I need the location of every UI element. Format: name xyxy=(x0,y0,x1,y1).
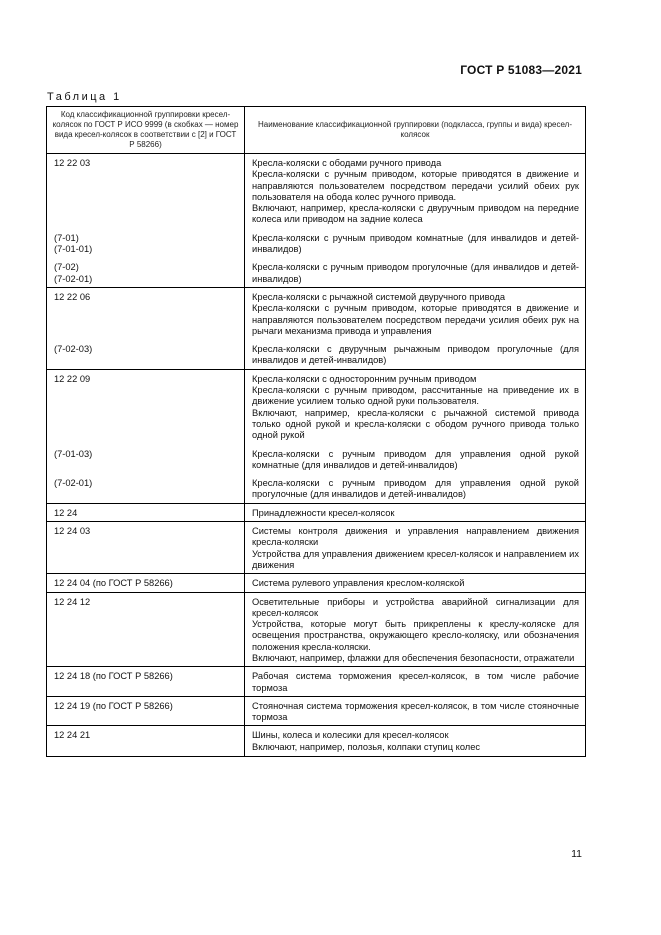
row-description xyxy=(245,339,586,369)
row-description-paragraph: Включают, например, кресла-коляски с рычажной системой привода только одной рукой и кресла-коляски с ободом ручного привода только одной рукой xyxy=(252,407,579,441)
table-body xyxy=(47,154,586,757)
row-code xyxy=(47,726,245,757)
row-code-line: 12 24 xyxy=(54,507,78,518)
row-description xyxy=(245,667,586,697)
row-code-line: 12 24 12 xyxy=(54,596,91,607)
table-row xyxy=(47,574,586,592)
row-description-paragraph: Кресла-коляски с ободами ручного привода xyxy=(252,158,442,168)
row-code xyxy=(47,473,245,503)
table-row xyxy=(47,369,586,443)
table-row xyxy=(47,726,586,757)
row-code-line: (7-02) xyxy=(54,262,79,273)
row-code xyxy=(47,696,245,726)
row-description-paragraph: Кресла-коляски с ручным приводом, которые приводятся в движение и направляются пользователем посредством передачи усилия обеих рук на рычаги механизма привода и управления xyxy=(252,303,579,336)
row-description-paragraph: Стояночная система торможения кресел-колясок, в том числе стояночные тормоза xyxy=(252,700,579,723)
row-description xyxy=(245,696,586,726)
row-code xyxy=(47,503,245,521)
row-code-line: 12 22 03 xyxy=(54,158,91,168)
page-number: 11 xyxy=(571,848,582,860)
row-code xyxy=(47,154,245,228)
row-description-paragraph: Кресла-коляски с ручным приводом, которые приводятся в движение и направляются пользователем посредством передачи усилий обеих рук пользователя на обода колес ручного привода. xyxy=(252,169,579,202)
row-description-paragraph: Включают, например, кресла-коляски с двуручным приводом на передние колеса или приводом на задние колеса xyxy=(252,203,579,225)
table-row xyxy=(47,473,586,503)
row-code-line: (7-01-01) xyxy=(54,244,93,255)
row-description-paragraph: Шины, колеса и колесики для кресел-колясок xyxy=(252,730,449,741)
row-description xyxy=(245,592,586,667)
table-caption: Таблица 1 xyxy=(47,91,122,103)
row-description-paragraph: Рабочая система торможения кресел-колясок, в том числе рабочие тормоза xyxy=(252,671,579,693)
row-description-paragraph: Осветительные приборы и устройства аварийной сигнализации для кресел-колясок xyxy=(252,596,579,618)
row-description-paragraph: Кресла-коляски с ручным приводом прогулочные (для инвалидов и детей-инвалидов) xyxy=(252,262,579,284)
row-description xyxy=(245,444,586,474)
column-header-name: Наименование классификационной группировки (подкласса, группы и вида) кресел-колясок xyxy=(245,107,586,154)
row-description-paragraph: Кресла-коляски с ручным приводом комнатные (для инвалидов и детей-инвалидов) xyxy=(252,232,579,255)
row-description xyxy=(245,503,586,521)
row-code-line: 12 22 06 xyxy=(54,291,91,302)
row-description-paragraph: Устройства, которые могут быть прикреплены к креслу-коляске для освещения пространства, окружающего кресло-коляску, или обозначения положения кресла-коляски. xyxy=(252,619,579,652)
row-description-paragraph: Кресла-коляски с ручным приводом для управления одной рукой комнатные (для инвалидов и детей-инвалидов) xyxy=(252,448,579,470)
row-description xyxy=(245,257,586,287)
row-code xyxy=(47,574,245,592)
row-code-line: (7-01-03) xyxy=(54,448,93,459)
row-description-paragraph: Включают, например, флажки для обеспечения безопасности, отражатели xyxy=(252,652,575,663)
row-code-line: 12 24 21 xyxy=(54,730,91,741)
table-row xyxy=(47,444,586,474)
row-description-paragraph: Система рулевого управления креслом-коляской xyxy=(252,578,465,589)
row-description xyxy=(245,473,586,503)
row-description-paragraph: Кресла-коляски с рычажной системой двуручного привода xyxy=(252,291,506,302)
row-description-paragraph: Системы контроля движения и управления направлением движения кресла-коляски xyxy=(252,526,579,548)
row-description-paragraph: Устройства для управления движением кресел-колясок и направлением их движения xyxy=(252,548,579,570)
classification-table xyxy=(46,106,586,757)
table-row xyxy=(47,287,586,339)
row-code xyxy=(47,257,245,287)
row-description-paragraph: Кресла-коляски с двуручным рычажным приводом прогулочные (для инвалидов и детей-инвалидов) xyxy=(252,344,579,366)
row-code-line: 12 24 03 xyxy=(54,526,91,537)
row-code-line: 12 24 04 (по ГОСТ Р 58266) xyxy=(54,578,173,589)
row-code xyxy=(47,339,245,369)
table-row xyxy=(47,339,586,369)
row-code-line: (7-02-01) xyxy=(54,273,93,284)
table-row xyxy=(47,696,586,726)
table-row xyxy=(47,154,586,228)
row-code xyxy=(47,667,245,697)
row-description-paragraph: Включают, например, полозья, колпаки ступиц колес xyxy=(252,741,481,752)
row-description xyxy=(245,287,586,339)
row-description-paragraph: Принадлежности кресел-колясок xyxy=(252,507,395,518)
standard-code: ГОСТ Р 51083—2021 xyxy=(460,63,582,77)
row-description-paragraph: Кресла-коляски с ручным приводом для управления одной рукой прогулочные (для инвалидов и детей-инвалидов) xyxy=(252,478,579,500)
row-description-paragraph: Кресла-коляски с ручным приводом, рассчитанные на приведение их в движение усилием только одной руки пользователя. xyxy=(252,385,579,407)
row-description xyxy=(245,154,586,228)
row-code xyxy=(47,287,245,339)
row-description xyxy=(245,522,586,574)
row-description xyxy=(245,228,586,258)
table-row xyxy=(47,522,586,574)
row-code xyxy=(47,592,245,667)
row-description xyxy=(245,574,586,592)
row-code-line: (7-01) xyxy=(54,232,79,243)
row-code-line: 12 24 18 (по ГОСТ Р 58266) xyxy=(54,671,173,682)
table-row xyxy=(47,228,586,258)
row-code-line: (7-02-01) xyxy=(54,478,93,489)
table-row xyxy=(47,503,586,521)
row-code-line: 12 24 19 (по ГОСТ Р 58266) xyxy=(54,700,173,711)
row-description-paragraph: Кресла-коляски с односторонним ручным приводом xyxy=(252,373,477,384)
column-header-code: Код классификационной группировки кресел-колясок по ГОСТ Р ИСО 9999 (в скобках — номер вида кресел-колясок в соответствии с [2] и ГОСТ Р 58266) xyxy=(47,107,245,154)
table-row xyxy=(47,592,586,667)
table-header-row xyxy=(47,107,586,154)
row-description xyxy=(245,726,586,757)
table-row xyxy=(47,667,586,697)
row-code xyxy=(47,369,245,443)
row-code-line: (7-02-03) xyxy=(54,344,93,355)
table-row xyxy=(47,257,586,287)
row-code xyxy=(47,444,245,474)
row-code xyxy=(47,522,245,574)
row-description xyxy=(245,369,586,443)
row-code xyxy=(47,228,245,258)
row-code-line: 12 22 09 xyxy=(54,373,91,384)
